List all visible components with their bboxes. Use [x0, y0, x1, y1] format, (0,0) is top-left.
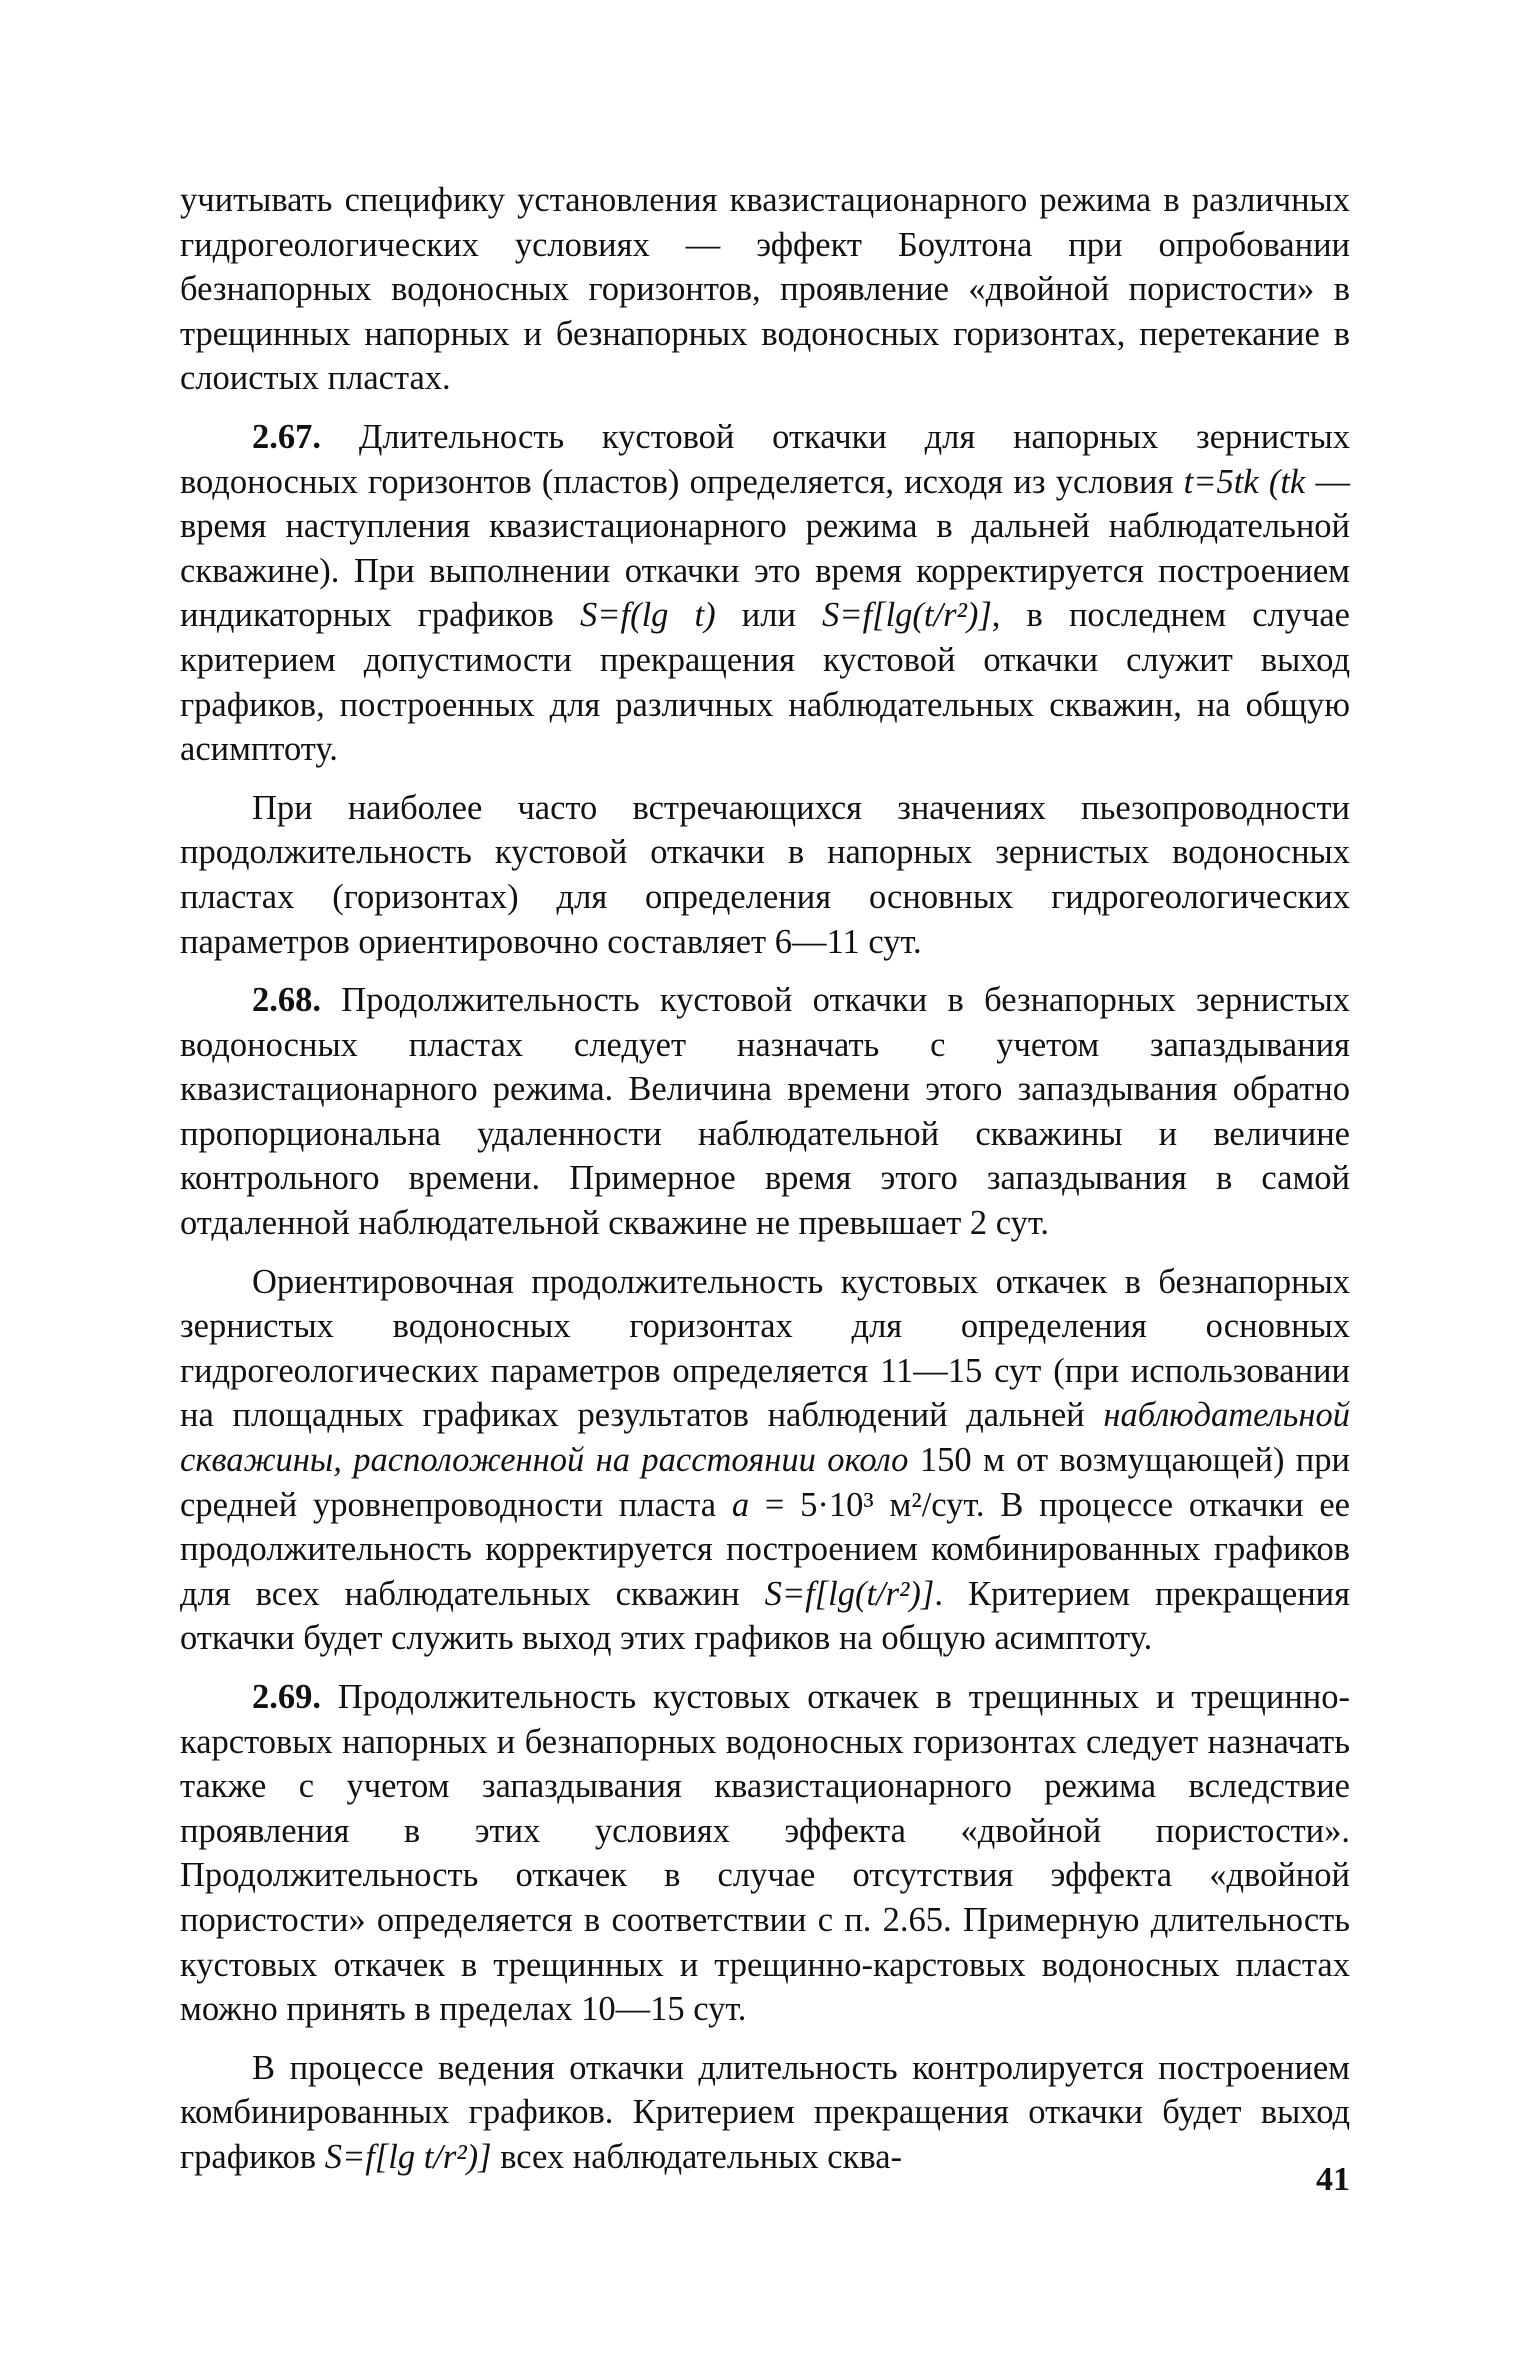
formula: S=f[lg(t/r²)]	[822, 596, 992, 635]
paragraph-intro	[180, 178, 1350, 401]
paragraph-2-68	[180, 978, 1350, 1246]
paragraph-text: — время наступления квазистационарного режима в дальней наблюдательной скважине). При выполнении откачки это время корректируется построением индикаторных графиков	[180, 462, 1350, 635]
paragraph-text: Ориентировочная продолжительность кустовых откачек в безнапорных зернистых водоносных горизонтах для определения основных гидрогеологических параметров определяется 11—15 сут (при использовании на площадных графиках результатов наблюдений дальней	[180, 1262, 1350, 1435]
paragraph-duration-confined	[180, 786, 1350, 964]
paragraph-text: всех наблюдательных сква-	[491, 2137, 903, 2176]
section-number: 2.69.	[252, 1678, 321, 1716]
paragraph-combined-graphs	[180, 2046, 1350, 2180]
paragraph-text: 150 м от возмущающей) при средней уровнепроводности пласта	[180, 1441, 1350, 1524]
paragraph-duration-unconfined	[180, 1260, 1350, 1661]
paragraph-text: Продолжительность кустовой откачки в безнапорных зернистых водоносных пластах следует назначать с учетом запаздывания квазистационарного режима. Величина времени этого запаздывания обратно пропорциональна удаленности наблюдательной скважины и величине контрольного времени. Примерное время этого запаздывания в самой отдаленной наблюдательной скважине не превышает 2 сут.	[180, 981, 1350, 1243]
paragraph-text: Продолжительность кустовых откачек в трещинных и трещинно-карстовых напорных и безнапорных водоносных горизонтах следует назначать также с учетом запаздывания квазистационарного режима вследствие проявления в этих условиях эффекта «двойной пористости». Продолжительность откачек в случае отсутствия эффекта «двойной пористости» определяется в соответствии с п. 2.65. Примерную длительность кустовых откачек в трещинных и трещинно-карстовых водоносных пластах можно принять в пределах 10—15 сут.	[180, 1678, 1350, 2029]
section-number: 2.67.	[252, 417, 321, 456]
paragraph-2-67	[180, 415, 1350, 772]
paragraph-text: . Критерием прекращения откачки будет служить выход этих графиков на общую асимптоту.	[180, 1574, 1351, 1658]
formula: S=f(lg t)	[579, 596, 716, 635]
paragraph-text: В процессе ведения откачки длительность контролируется построением комбинированных графиков. Критерием прекращения откачки будет выход графиков	[180, 2048, 1350, 2176]
formula: S=f[lg(t/r²)]	[764, 1574, 935, 1613]
section-number: 2.68.	[252, 981, 321, 1020]
paragraph-text: учитывать специфику установления квазистационарного режима в различных гидрогеологических условиях — эффект Боултона при опробовании безнапорных водоносных горизонтов, проявление «двойной пористости» в трещинных напорных и безнапорных водоносных горизонтах, перетекание в слоистых пластах.	[180, 181, 1350, 398]
formula: a	[731, 1485, 750, 1524]
italic-phrase: наблюдательной скважины, расположенной на расстоянии около	[180, 1396, 1350, 1480]
document-page	[180, 178, 1350, 2180]
paragraph-text: = 5·10³ м²/сут. В процессе откачки ее продолжительность корректируется построением комбинированных графиков для всех наблюдательных скважин	[180, 1485, 1350, 1613]
formula: S=f[lg t/r²)]	[324, 2137, 492, 2176]
paragraph-text: или	[715, 596, 823, 635]
page-number: 41	[1316, 2161, 1350, 2198]
paragraph-text: Длительность кустовой откачки для напорных зернистых водоносных горизонтов (пластов) определяется, исходя из условия	[180, 417, 1350, 501]
paragraph-text: При наиболее часто встречающихся значениях пьезопроводности продолжительность кустовой откачки в напорных зернистых водоносных пластах (горизонтах) для определения основных гидрогеологических параметров ориентировочно составляет 6—11 сут.	[180, 788, 1350, 961]
paragraph-2-69	[180, 1675, 1350, 2032]
formula: t=5tk (tk	[1183, 462, 1306, 501]
paragraph-text: , в последнем случае критерием допустимости прекращения кустовой откачки служит выход графиков, построенных для различных наблюдательных скважин, на общую асимптоту.	[180, 596, 1350, 769]
